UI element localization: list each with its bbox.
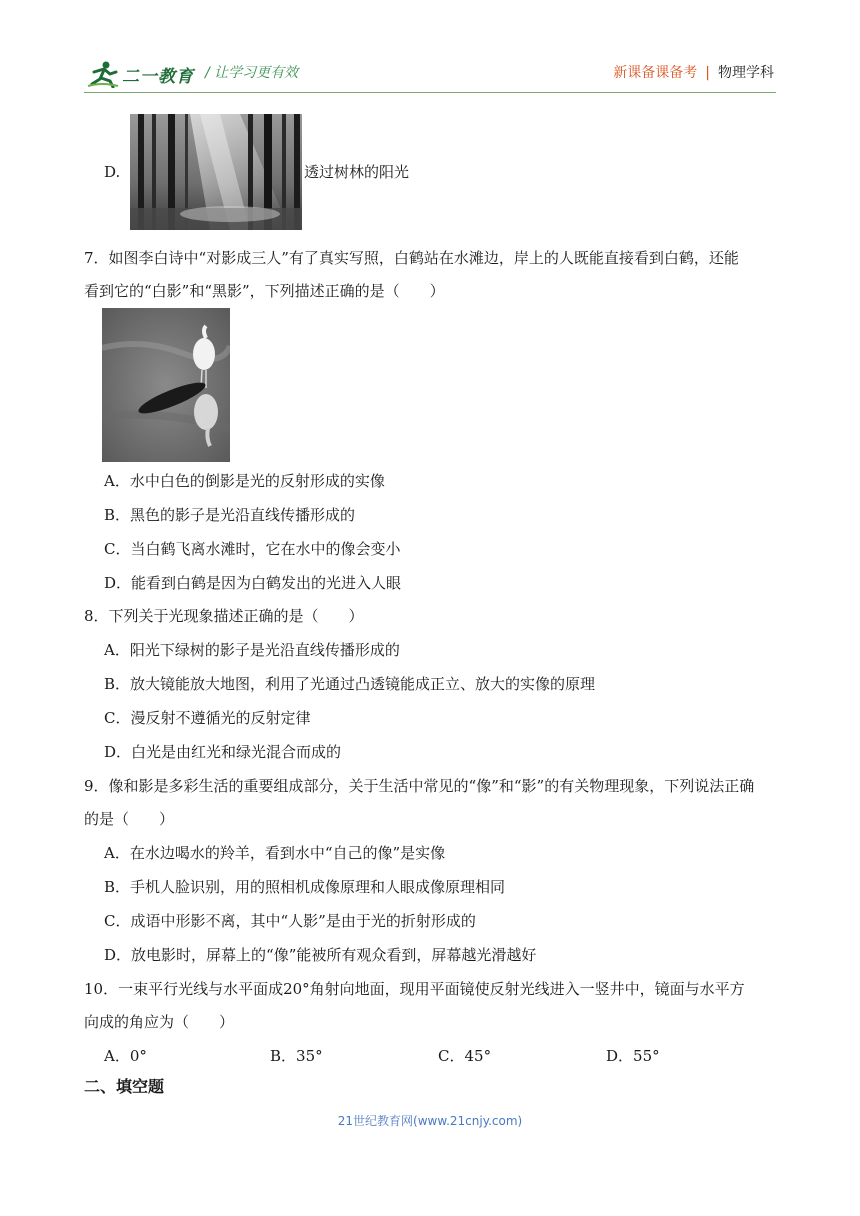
q7-option-a: A．水中白色的倒影是光的反射形成的实像 bbox=[104, 472, 385, 490]
q10-option-a: A．0° bbox=[104, 1047, 147, 1065]
q7-option-c: C．当白鹤飞离水滩时，它在水中的像会变小 bbox=[104, 540, 401, 558]
q8-stem: 8．下列关于光现象描述正确的是（ ） bbox=[84, 607, 364, 625]
q8-option-d: D．白光是由红光和绿光混合而成的 bbox=[104, 743, 342, 761]
q7-option-d: D．能看到白鹤是因为白鹤发出的光进入人眼 bbox=[104, 574, 402, 592]
q8-option-b: B．放大镜能放大地图，利用了光通过凸透镜能成正立、放大的实像的原理 bbox=[104, 675, 596, 693]
q9-option-a: A．在水边喝水的羚羊，看到水中“自己的像”是实像 bbox=[104, 844, 446, 862]
q8-option-c: C．漫反射不遵循光的反射定律 bbox=[104, 709, 311, 727]
q9-option-d: D．放电影时，屏幕上的“像”能被所有观众看到，屏幕越光滑越好 bbox=[104, 946, 537, 964]
logo-text: 二一教育 bbox=[122, 67, 194, 87]
q6-option-d-letter: D. bbox=[104, 163, 121, 181]
q10-stem-line1: 10．一束平行光线与水平面成20°角射向地面，现用平面镜使反射光线进入一竖井中，镜面与水平方 bbox=[84, 980, 745, 998]
q7-stem-line1: 7．如图李白诗中“对影成三人”有了真实写照，白鹤站在水滩边，岸上的人既能直接看到白鹤，还能 bbox=[84, 249, 739, 267]
q6-option-d-text: 透过树林的阳光 bbox=[304, 163, 410, 181]
forest-sunlight-image bbox=[130, 114, 302, 230]
slogan: / 让学习更有效 bbox=[205, 65, 299, 81]
q9-option-b: B．手机人脸识别，用的照相机成像原理和人眼成像原理相同 bbox=[104, 878, 506, 896]
q7-option-b: B．黑色的影子是光沿直线传播形成的 bbox=[104, 506, 356, 524]
q9-stem-line1: 9．像和影是多彩生活的重要组成部分，关于生活中常见的“像”和“影”的有关物理现象，下列说法正确 bbox=[84, 777, 755, 795]
header-subject: 物理学科 bbox=[718, 65, 774, 81]
footer-source: 21世纪教育网(www.21cnjy.com) bbox=[337, 1114, 523, 1128]
logo bbox=[86, 60, 196, 88]
q10-option-c: C．45° bbox=[438, 1047, 492, 1065]
header-right bbox=[613, 62, 774, 82]
white-crane-image bbox=[102, 308, 230, 462]
q8-option-a: A．阳光下绿树的影子是光沿直线传播形成的 bbox=[104, 641, 400, 659]
q9-stem-line2: 的是（ ） bbox=[84, 810, 175, 828]
q9-option-c: C．成语中形影不离，其中“人影”是由于光的折射形成的 bbox=[104, 912, 476, 930]
q10-stem-line2: 向成的角应为（ ） bbox=[84, 1013, 235, 1031]
q10-option-d: D．55° bbox=[606, 1047, 660, 1065]
header-divider bbox=[84, 92, 776, 93]
q7-stem-line2: 看到它的“白影”和“黑影”，下列描述正确的是（ ） bbox=[84, 282, 445, 300]
q10-option-b: B．35° bbox=[270, 1047, 323, 1065]
header-separator: | bbox=[705, 65, 710, 81]
section-title: 二、填空题 bbox=[84, 1077, 165, 1096]
header-course-label: 新课备课备考 bbox=[613, 65, 698, 81]
runner-logo-icon bbox=[86, 60, 120, 88]
